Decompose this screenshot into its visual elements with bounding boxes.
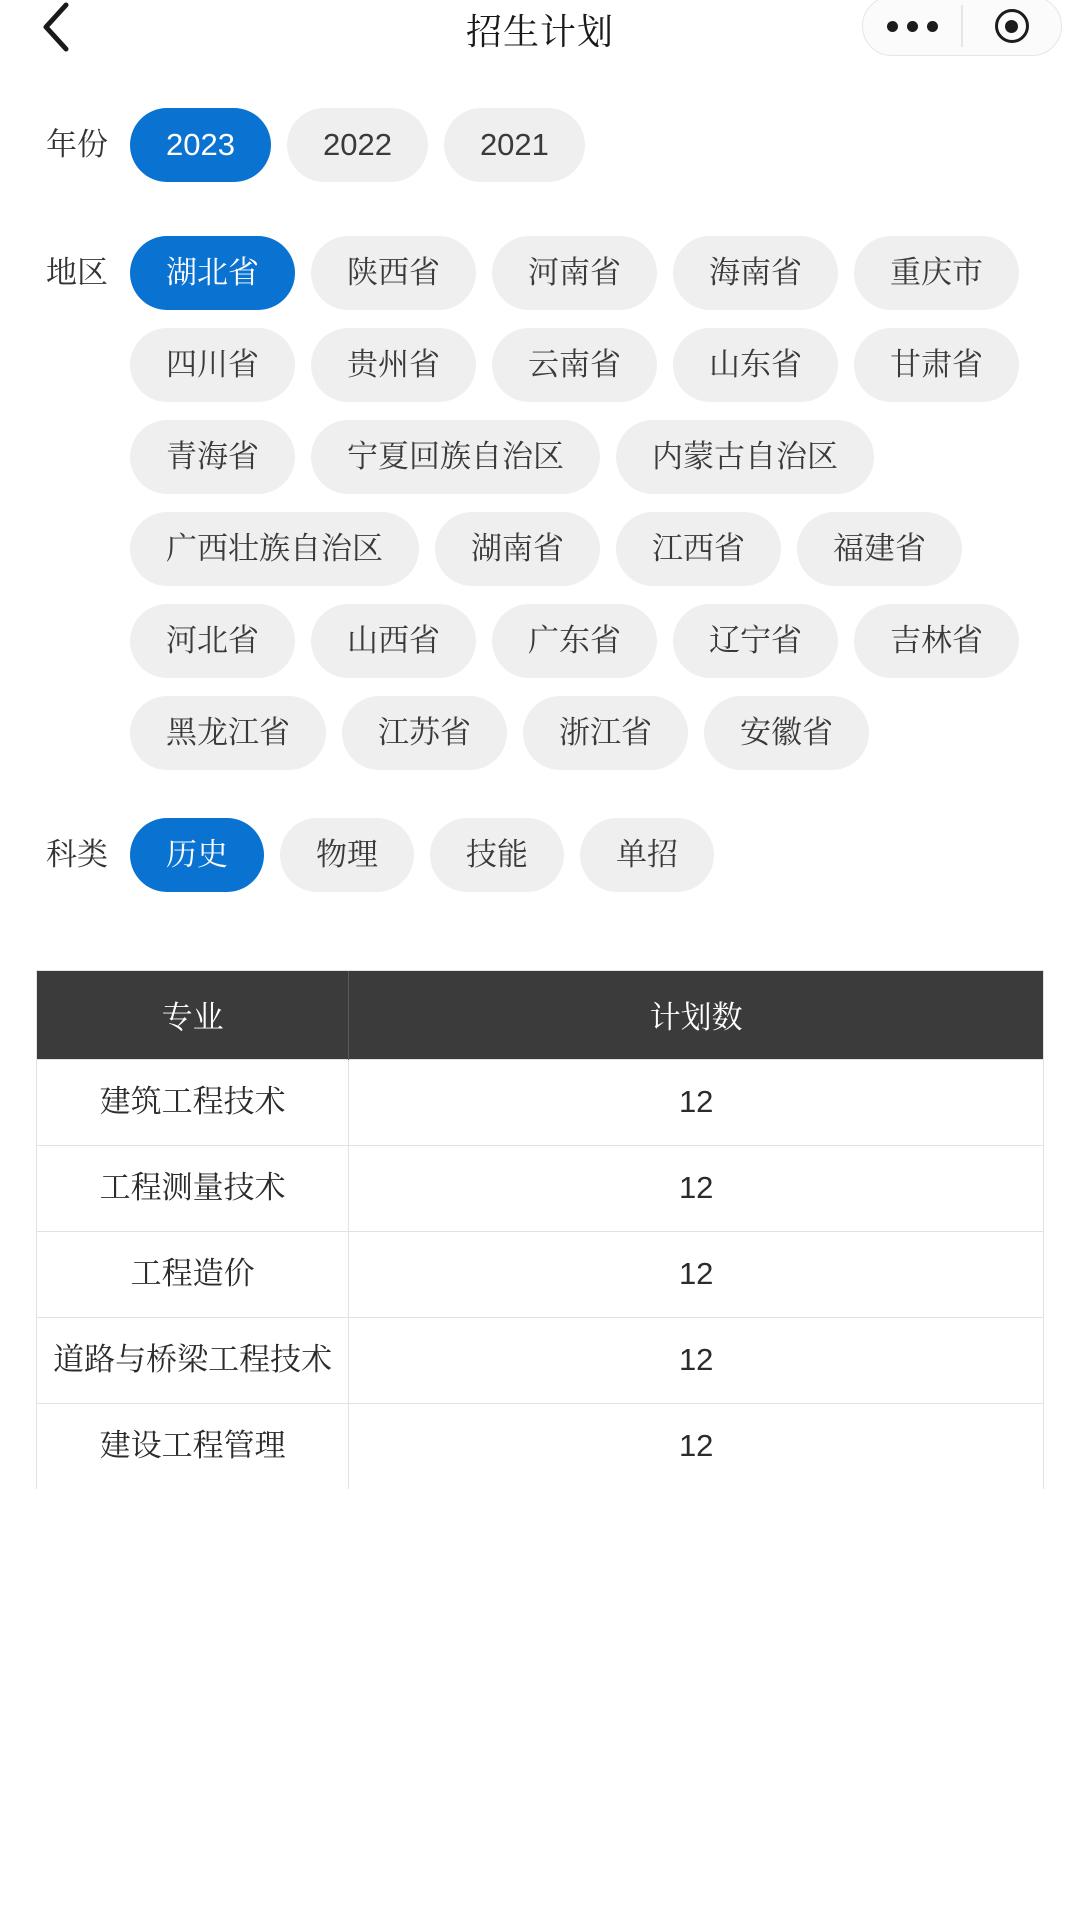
chip-kelei-history[interactable]: 历史	[130, 818, 264, 892]
chip-area-guangdong[interactable]: 广东省	[492, 604, 657, 678]
chip-area-sichuan[interactable]: 四川省	[130, 328, 295, 402]
chip-area-jiangxi[interactable]: 江西省	[616, 512, 781, 586]
chip-area-hainan[interactable]: 海南省	[673, 236, 838, 310]
cell-plan: 12	[349, 1403, 1043, 1489]
chip-area-hubei[interactable]: 湖北省	[130, 236, 295, 310]
target-circle-icon[interactable]	[963, 9, 1061, 43]
table-row	[37, 1403, 1043, 1489]
chip-area-jilin[interactable]: 吉林省	[854, 604, 1019, 678]
filter-section	[0, 108, 1080, 910]
filter-row-year	[0, 108, 1080, 200]
cell-plan: 12	[349, 1231, 1043, 1317]
filter-row-area	[0, 236, 1080, 788]
chip-area-henan[interactable]: 河南省	[492, 236, 657, 310]
chip-area-guangxi[interactable]: 广西壮族自治区	[130, 512, 419, 586]
table-header-major: 专业	[37, 971, 349, 1059]
chip-group-area	[130, 236, 1050, 788]
chip-area-shaanxi[interactable]: 陕西省	[311, 236, 476, 310]
cell-major: 工程造价	[37, 1231, 349, 1317]
cell-major: 道路与桥梁工程技术	[37, 1317, 349, 1403]
cell-major: 工程测量技术	[37, 1145, 349, 1231]
chip-area-shandong[interactable]: 山东省	[673, 328, 838, 402]
cell-plan: 12	[349, 1059, 1043, 1145]
chip-kelei-single[interactable]: 单招	[580, 818, 714, 892]
table-row	[37, 1231, 1043, 1317]
chip-area-hunan[interactable]: 湖南省	[435, 512, 600, 586]
chip-kelei-physics[interactable]: 物理	[280, 818, 414, 892]
chip-area-neimenggu[interactable]: 内蒙古自治区	[616, 420, 874, 494]
chip-area-ningxia[interactable]: 宁夏回族自治区	[311, 420, 600, 494]
chip-area-jiangsu[interactable]: 江苏省	[342, 696, 507, 770]
chip-area-guizhou[interactable]: 贵州省	[311, 328, 476, 402]
filter-label-kelei: 科类	[46, 837, 108, 872]
chip-area-zhejiang[interactable]: 浙江省	[523, 696, 688, 770]
filter-label-area: 地区	[46, 255, 108, 290]
chip-area-gansu[interactable]: 甘肃省	[854, 328, 1019, 402]
chip-area-hebei[interactable]: 河北省	[130, 604, 295, 678]
table-row	[37, 1145, 1043, 1231]
chip-area-shanxi[interactable]: 山西省	[311, 604, 476, 678]
table-header-row	[37, 971, 1043, 1059]
filter-row-kelei	[0, 818, 1080, 910]
chip-kelei-skill[interactable]: 技能	[430, 818, 564, 892]
chevron-left-icon	[38, 0, 74, 55]
mini-program-capsule	[862, 0, 1062, 56]
table-row	[37, 1317, 1043, 1403]
chip-area-chongqing[interactable]: 重庆市	[854, 236, 1019, 310]
page-title: 招生计划	[465, 10, 614, 52]
back-button[interactable]	[34, 2, 78, 52]
cell-plan: 12	[349, 1145, 1043, 1231]
chip-year-2022[interactable]: 2022	[287, 108, 428, 182]
cell-plan: 12	[349, 1317, 1043, 1403]
chip-area-yunnan[interactable]: 云南省	[492, 328, 657, 402]
table-header-plan: 计划数	[349, 971, 1043, 1059]
chip-group-year	[130, 108, 601, 200]
chip-area-fujian[interactable]: 福建省	[797, 512, 962, 586]
chip-area-anhui[interactable]: 安徽省	[704, 696, 869, 770]
chip-year-2023[interactable]: 2023	[130, 108, 271, 182]
chip-area-qinghai[interactable]: 青海省	[130, 420, 295, 494]
app-header	[0, 0, 1080, 58]
cell-major: 建筑工程技术	[37, 1059, 349, 1145]
chip-year-2021[interactable]: 2021	[444, 108, 585, 182]
chip-group-kelei	[130, 818, 730, 910]
table-row	[37, 1059, 1043, 1145]
chip-area-liaoning[interactable]: 辽宁省	[673, 604, 838, 678]
filter-label-year: 年份	[46, 127, 108, 162]
plan-table	[36, 970, 1044, 1489]
chip-area-heilongjiang[interactable]: 黑龙江省	[130, 696, 326, 770]
cell-major: 建设工程管理	[37, 1403, 349, 1489]
more-dots-icon[interactable]	[863, 21, 961, 32]
